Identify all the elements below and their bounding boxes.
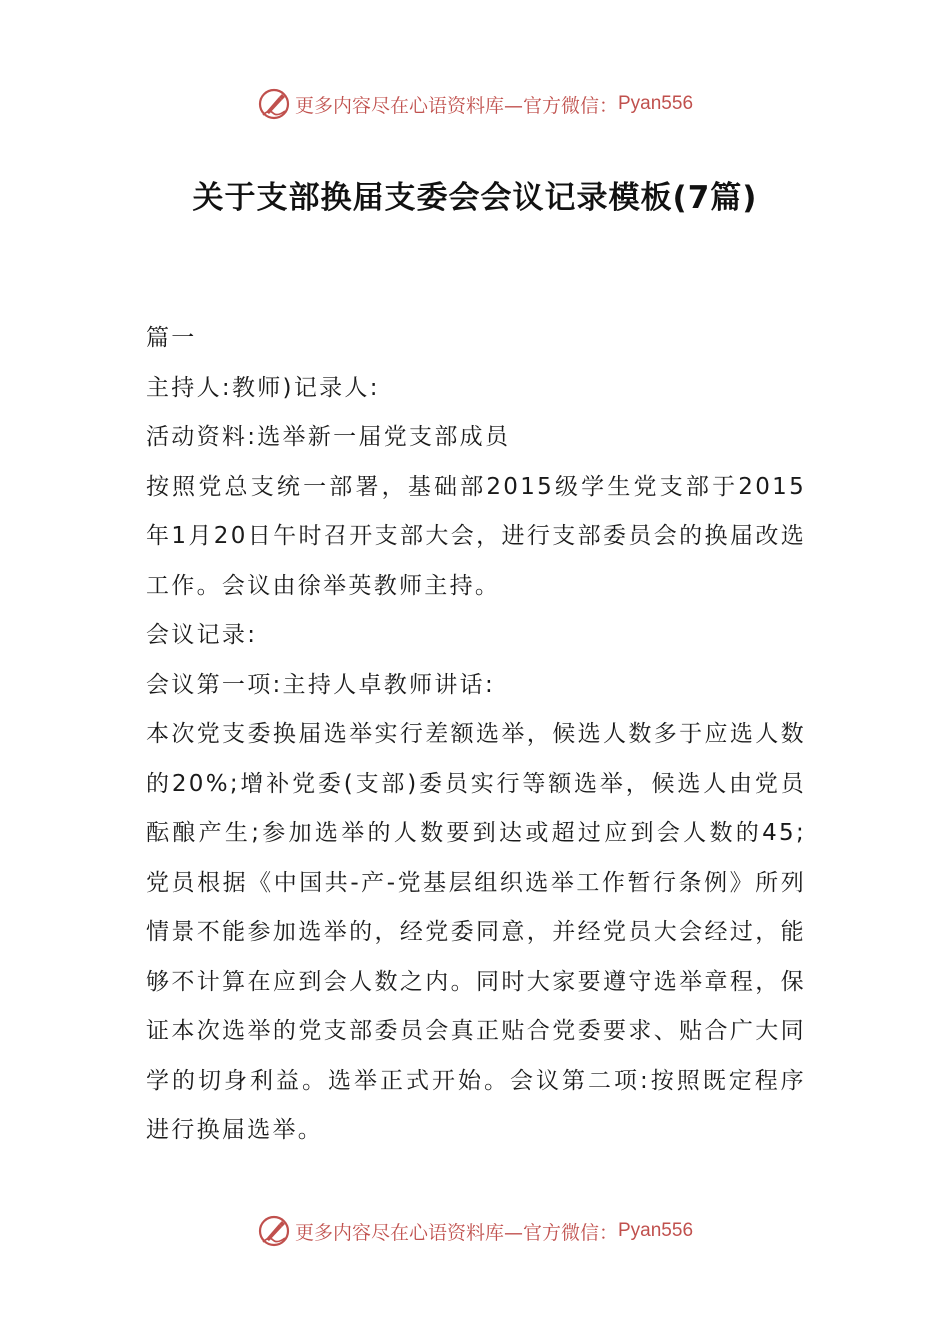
banner-handle: Pyan556 (618, 1220, 694, 1241)
banner-text: 更多内容尽在心语资料库—官方微信： (294, 1221, 618, 1244)
minutes-heading: 会议记录: (146, 622, 258, 648)
header-banner (0, 84, 950, 124)
banner-handle: Pyan556 (618, 93, 694, 114)
document-body (146, 314, 806, 1156)
pen-logo-icon (257, 87, 291, 121)
speech-paragraph: 本次党支委换届选举实行差额选举，候选人数多于应选人数的20%;增补党委(支部)委员实行等额选举，候选人由党员酝酿产生;参加选举的人数要到达或超过应到会人数的45;党员根据《中国共-产-党基层组织选举工作暂行条例》所列情景不能参加选举的，经党委同意，并经党员大会经过，能够不计算在应到会人数之内。同时大家要遵守选举章程，保证本次选举的党支部委员会真正贴合党委要求、贴合广大同学的切身利益。选举正式开始。会议第二项:按照既定程序进行换届选举。 (146, 721, 806, 1143)
section-heading: 篇一 (146, 325, 197, 351)
intro-paragraph: 按照党总支统一部署，基础部2015级学生党支部于2015年1月20日午时召开支部大会，进行支部委员会的换届改选工作。会议由徐举英教师主持。 (146, 473, 806, 599)
footer-banner (0, 1211, 950, 1251)
banner-text: 更多内容尽在心语资料库—官方微信： (294, 94, 618, 117)
host-line: 主持人:教师)记录人: (146, 374, 380, 401)
pen-logo-icon (257, 1214, 291, 1248)
agenda-item-one: 会议第一项:主持人卓教师讲话: (146, 671, 495, 698)
activity-line: 活动资料:选举新一届党支部成员 (146, 424, 511, 450)
document-title: 关于支部换届支委会会议记录模板(7篇) (192, 180, 758, 216)
